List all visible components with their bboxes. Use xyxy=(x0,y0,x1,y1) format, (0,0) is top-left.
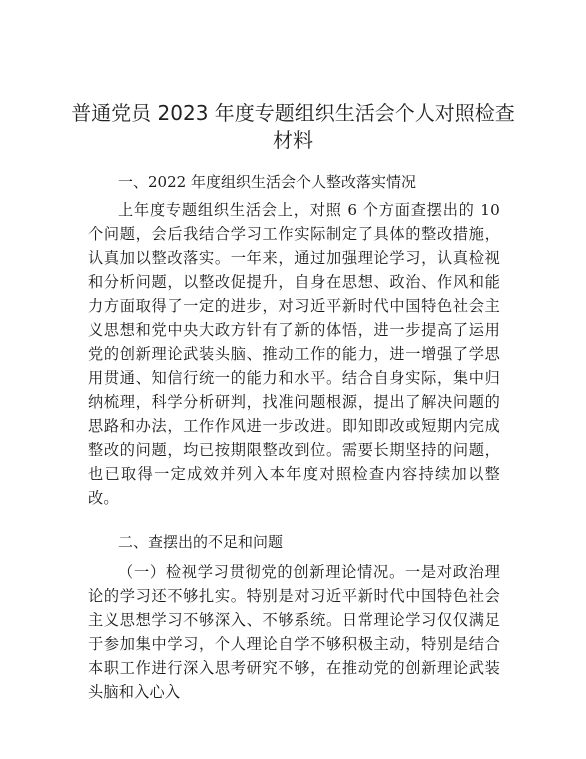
section-1-heading: 一、2022 年度组织生活会个人整改落实情况 xyxy=(118,173,416,191)
document-title: 普通党员 2023 年度专题组织生活会个人对照检查材料 xyxy=(71,101,515,152)
section-1-paragraph: 上年度专题组织生活会上，对照 6 个方面查摆出的 10 个问题，会后我结合学习工作实际制定了具体的整改措施，认真加以整改落实。一年来，通过加强理论学习，认真检视和分析问题，以整改促提升，自身在思想、政治、作风和能力方面取得了一定的进步，对习近平新时代中国特色社会主义思想和党中央大政方针有了新的体悟，进一步提高了运用党的创新理论武装头脑、推动工作的能力，进一增强了学思用贯通、知信行统一的能力和水平。结合自身实际，集中归纳梳理，科学分析研判，找准问题根源，提出了解决问题的思路和办法，工作作风进一步改进。即知即改或短期内完成整改的问题，均已按期限整改到位。需要长期坚持的问题，也已取得一定成效并列入本年度对照检查内容持续加以整改。 xyxy=(88,201,500,507)
section-2-heading: 二、查摆出的不足和问题 xyxy=(118,533,284,551)
section-2-paragraph: （一）检视学习贯彻党的创新理论情况。一是对政治理论的学习还不够扎实。特别是对习近平新时代中国特色社会主义思想学习不够深入、不够系统。日常理论学习仅仅满足于参加集中学习，个人理论自学不够积极主动，特别是结合本职工作进行深入思考研究不够，在推动党的创新理论武装头脑和入心入 xyxy=(88,563,500,701)
